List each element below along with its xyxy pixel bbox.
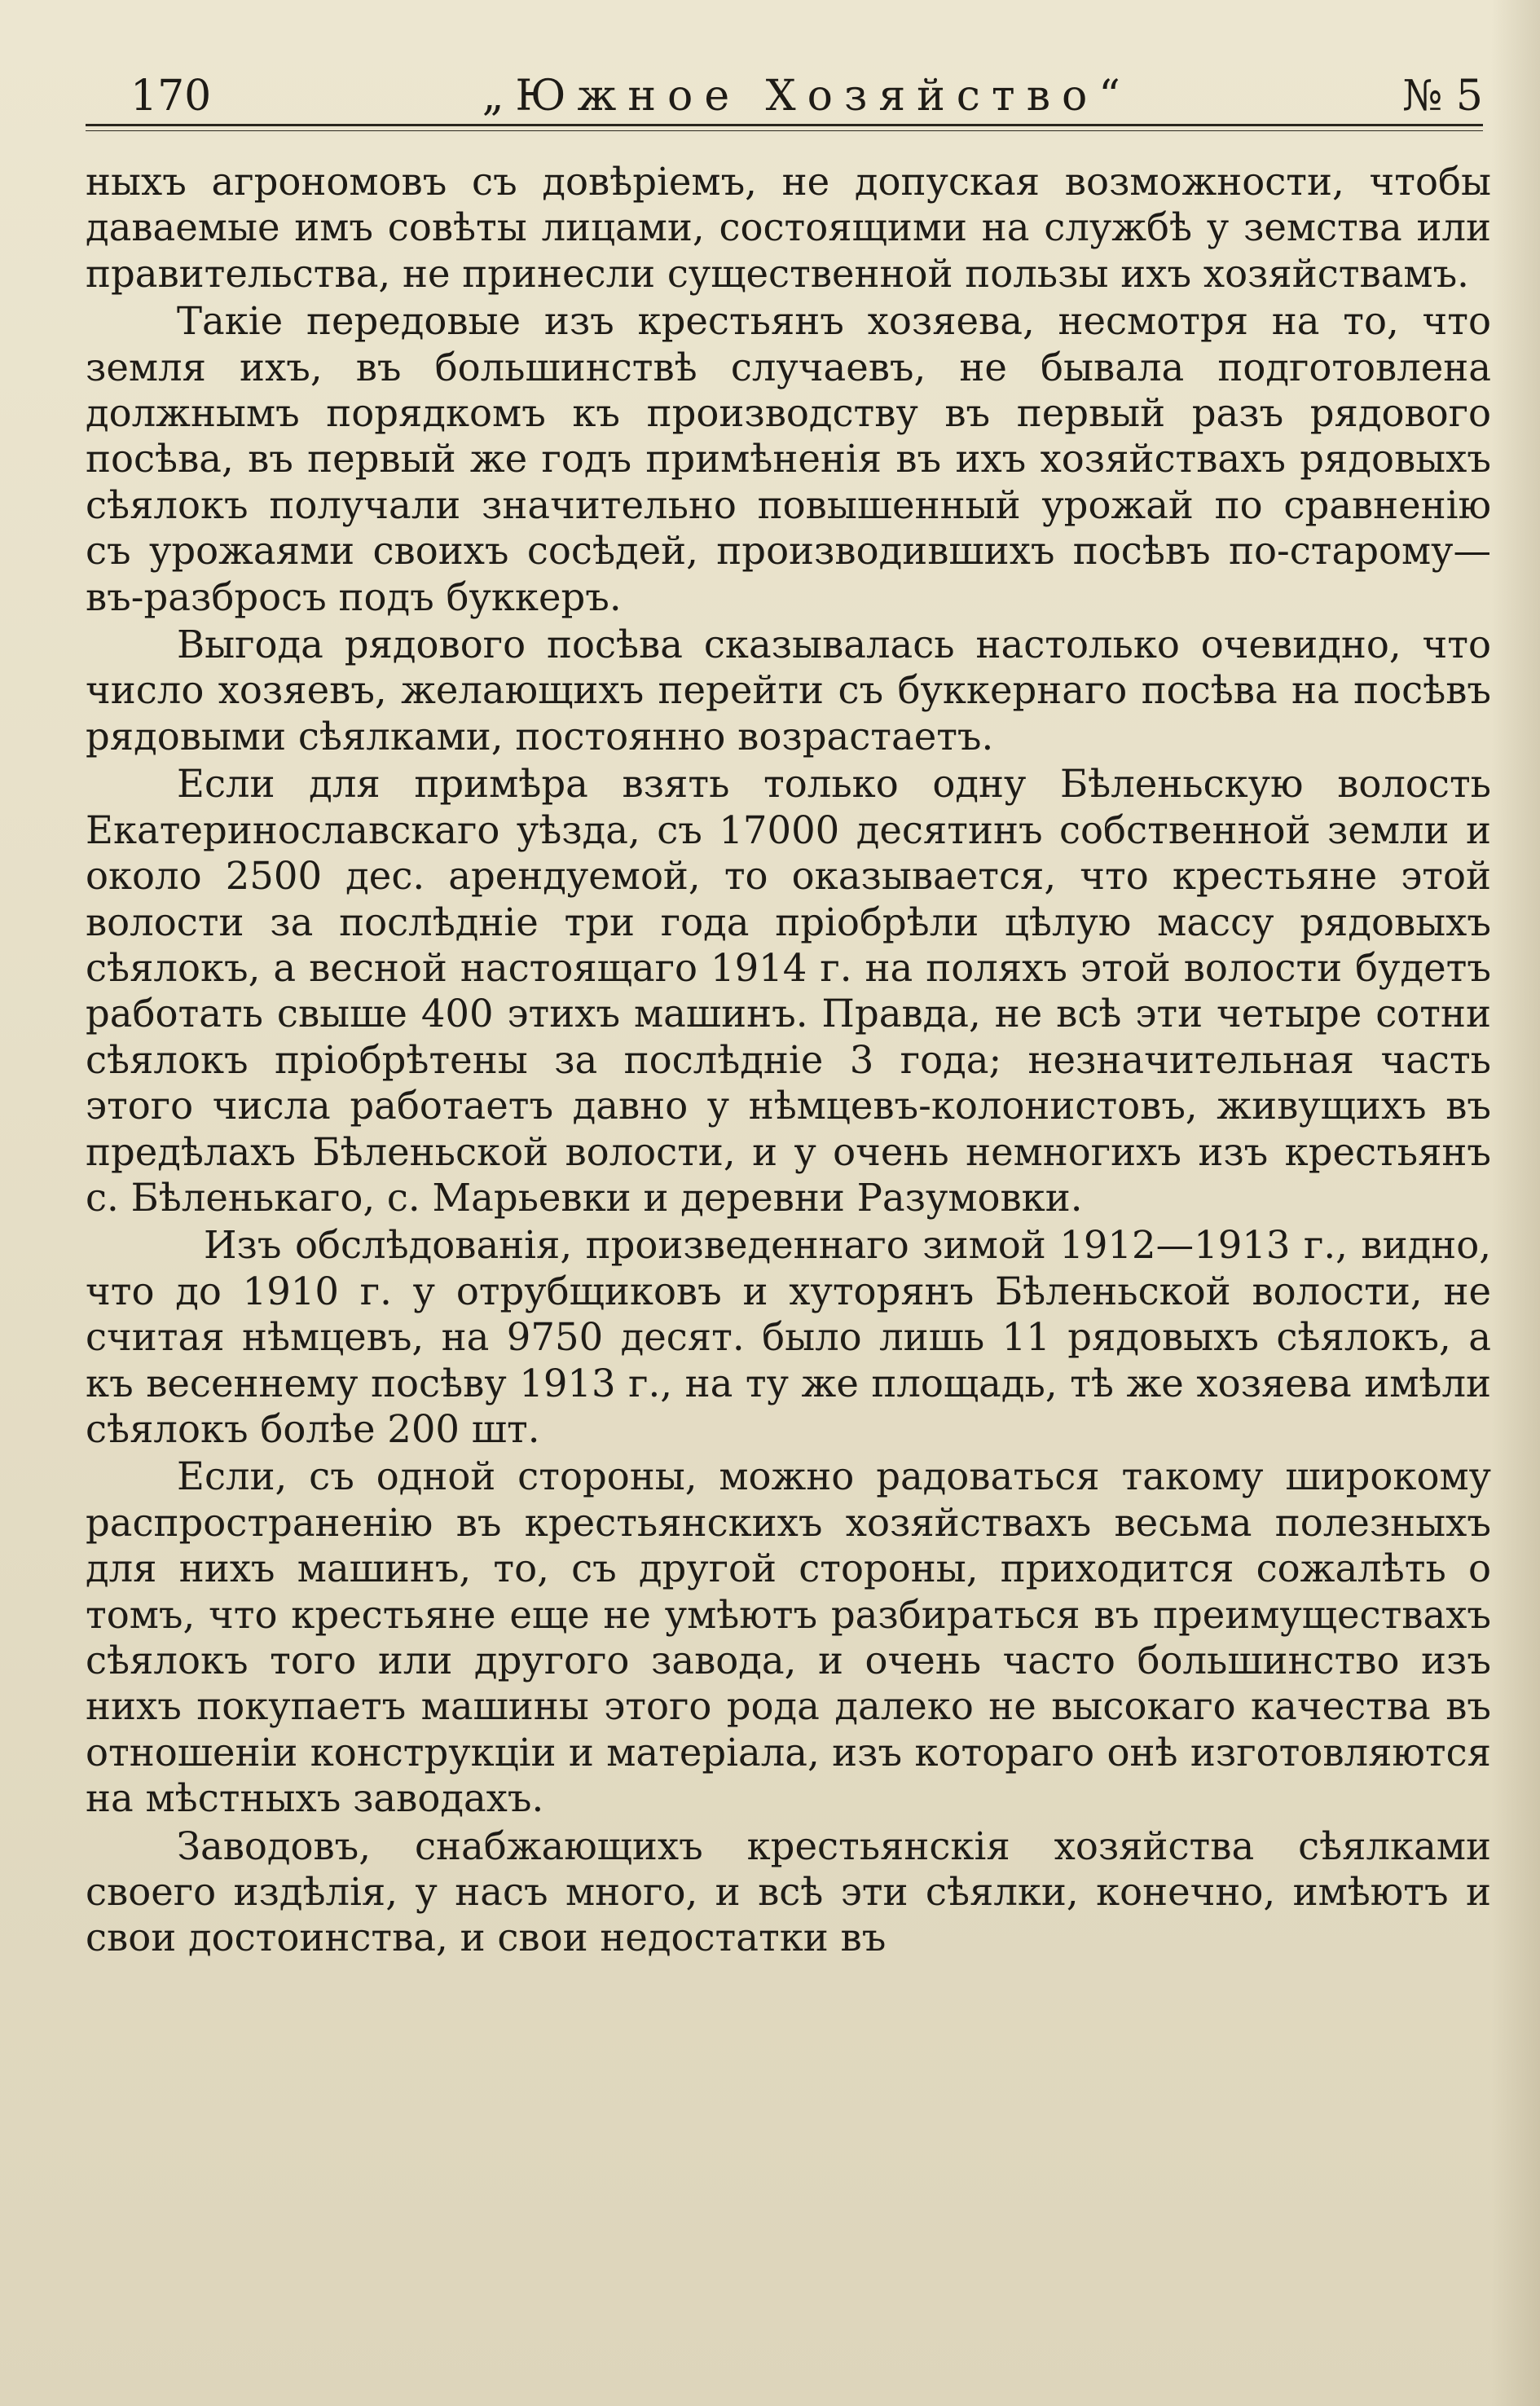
header-rule [86,124,1483,126]
header-rule-thin [86,130,1483,131]
paragraph-continuation: ныхъ агрономовъ съ довѣріемъ, не допуская возможности, чтобы даваемые имъ совѣты лицами, состоящими на службѣ у земства или правительства, не принесли существенной пользы ихъ хозяйствамъ. [86,160,1491,296]
running-head [130,64,1483,129]
paragraph: Если, съ одной стороны, можно радоваться такому широкому распространенію въ крестьянскихъ хозяйствахъ весьма полезныхъ для нихъ машинъ, то, съ другой стороны, приходится сожалѣть о томъ, что крестьяне еще не умѣютъ разбираться въ преимуществахъ сѣялокъ того или другого завода, и очень часто большинство изъ нихъ покупаетъ машины этого рода далеко не высокаго качества въ отношеніи конструкціи и матеріала, изъ котораго онѣ изготовляются на мѣстныхъ заводахъ. [86,1454,1491,1821]
paragraph: Выгода рядового посѣва сказывалась настолько очевидно, что число хозяевъ, желающихъ перейти съ буккернаго посѣва на посѣвъ рядовыми сѣялками, постоянно возрастаетъ. [86,622,1491,759]
paragraph: Заводовъ, снабжающихъ крестьянскія хозяйства сѣялками своего издѣлія, у насъ много, и всѣ эти сѣялки, конечно, имѣютъ и свои достоинства, и свои недостатки въ [86,1823,1491,1960]
paragraph: Такіе передовые изъ крестьянъ хозяева, несмотря на то, что земля ихъ, въ большинствѣ случаевъ, не бывала подготовлена должнымъ порядкомъ къ производству въ первый разъ рядового посѣва, въ первый же годъ примѣненія въ ихъ хозяйствахъ рядовыхъ сѣялокъ получали значительно повышенный урожай по сравненію съ урожаями своихъ сосѣдей, производившихъ посѣвъ по-старому—въ-разбросъ подъ буккеръ. [86,299,1491,619]
issue-number: № 5 [1402,72,1483,121]
page-number: 170 [130,72,212,121]
journal-title: „Южное Хозяйство“ [482,72,1132,121]
paragraph: Если для примѣра взять только одну Бѣленьскую волость Екатеринославскаго уѣзда, съ 17000 десятинъ собственной земли и около 2500 дес. арендуемой, то оказывается, что крестьяне этой волости за послѣдніе три года пріобрѣли цѣлую массу рядовыхъ сѣялокъ, а весной настоящаго 1914 г. на поляхъ этой волости будетъ работать свыше 400 этихъ машинъ. Правда, не всѣ эти четыре сотни сѣялокъ пріобрѣтены за послѣдніе 3 года; незначительная часть этого числа работаетъ давно у нѣмцевъ-колонистовъ, живущихъ въ предѣлахъ Бѣленьской волости, и у очень немногихъ изъ крестьянъ с. Бѣленькаго, с. Марьевки и деревни Разумовки. [86,762,1491,1220]
article-body [86,159,1491,1963]
paragraph: Изъ обслѣдованія, произведеннаго зимой 1912—1913 г., видно, что до 1910 г. у отрубщиковъ и хуторянъ Бѣленьской волости, не считая нѣмцевъ, на 9750 десят. было лишь 11 рядовыхъ сѣялокъ, а къ весеннему посѣву 1913 г., на ту же площадь, тѣ же хозяева имѣли сѣялокъ болѣе 200 шт. [86,1223,1491,1451]
